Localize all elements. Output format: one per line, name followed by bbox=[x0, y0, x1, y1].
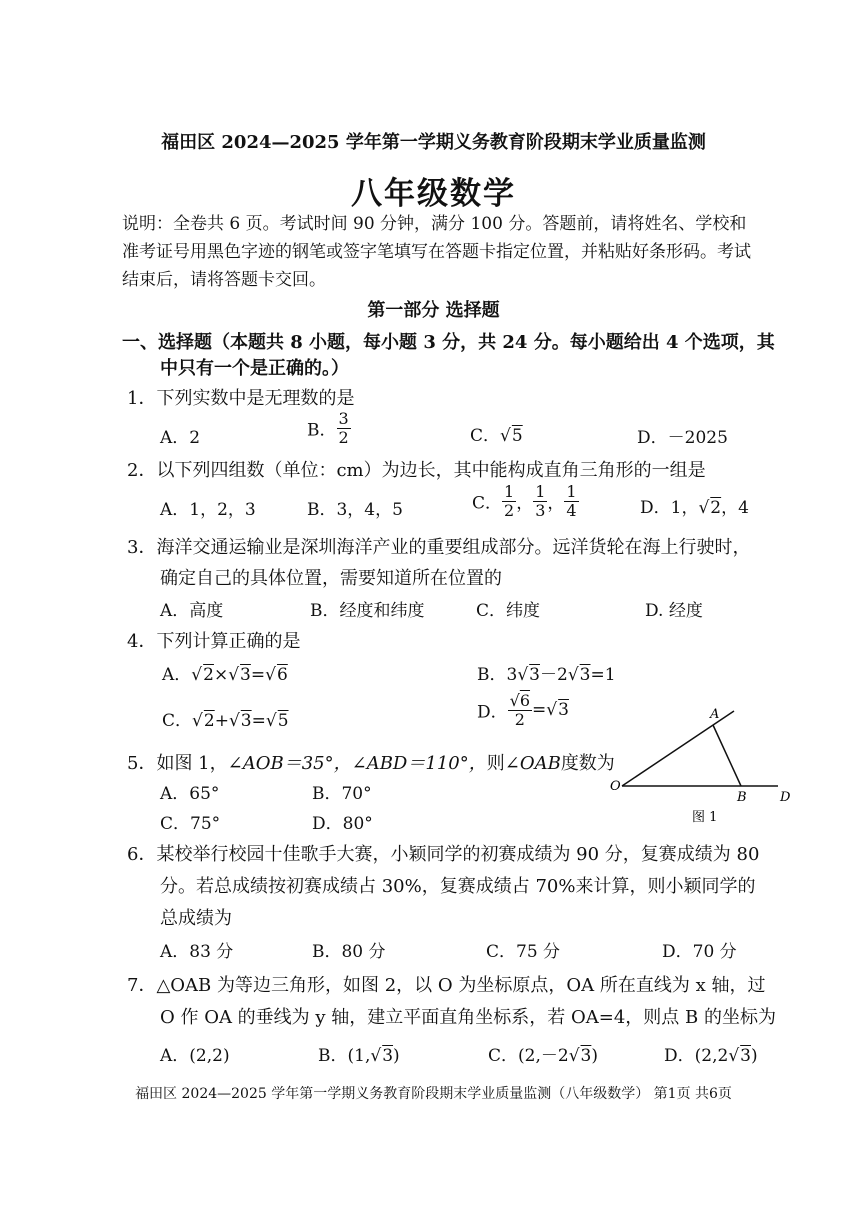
q5-stem-mid: 则 bbox=[486, 753, 505, 774]
coord-suffix: ) bbox=[393, 1046, 400, 1066]
fraction-denominator: 2 bbox=[514, 709, 525, 729]
q5-stem-prefix: 5．如图 1， bbox=[127, 753, 228, 774]
q5-option-b: B．70° bbox=[312, 784, 372, 804]
q6-option-a: A．83 分 bbox=[160, 942, 234, 962]
q7-option-b bbox=[318, 1041, 400, 1066]
radicand: 2 bbox=[710, 498, 722, 518]
fraction-denominator: 2 bbox=[504, 500, 515, 520]
point-a-label: A bbox=[710, 707, 720, 722]
section-heading: 一、选择题（本题共 8 小题，每小题 3 分，共 24 分。每小题给出 4 个选项，其 bbox=[122, 332, 775, 353]
section-heading-cont: 中只有一个是正确的。） bbox=[160, 358, 349, 379]
q6-option-c: C．75 分 bbox=[486, 942, 561, 962]
q4-option-a bbox=[162, 660, 288, 685]
point-b-label: B bbox=[737, 790, 747, 805]
q4-fraction bbox=[508, 692, 532, 728]
q2-option-b: B．3，4，5 bbox=[307, 500, 403, 520]
q7-option-c bbox=[488, 1041, 598, 1066]
q4-option-a-label: A． bbox=[162, 665, 192, 685]
sqrt-expression: √5 bbox=[265, 711, 289, 731]
part-title: 第一部分 选择题 bbox=[367, 300, 500, 321]
q2-option-c-label: C． bbox=[472, 493, 503, 514]
q4-option-c bbox=[162, 706, 289, 731]
radicand: 6 bbox=[276, 665, 288, 685]
fraction-numerator: √6 bbox=[509, 691, 531, 710]
radicand: 3 bbox=[382, 1046, 394, 1066]
radicand: 3 bbox=[529, 665, 540, 685]
question-7-stem: 7．△OAB 为等边三角形，如图 2，以 O 为坐标原点，OA 所在直线为 x 轴，过 bbox=[127, 975, 766, 996]
question-7-stem-cont: O 作 OA 的垂线为 y 轴，建立平面直角坐标系，若 OA=4，则点 B 的坐标为 bbox=[160, 1007, 776, 1028]
radicand: 5 bbox=[277, 711, 289, 731]
q7-option-d-label: D． bbox=[664, 1046, 695, 1066]
sqrt-expression: √3 bbox=[728, 1046, 751, 1066]
sqrt-expression: √6 bbox=[265, 665, 288, 685]
sqrt-expression: √2 bbox=[192, 711, 215, 731]
segment-ab bbox=[713, 725, 741, 786]
sqrt-expression: √5 bbox=[500, 426, 523, 446]
question-6-stem-cont2: 总成绩为 bbox=[160, 908, 232, 929]
q2-option-a: A．1，2，3 bbox=[160, 500, 256, 520]
q5-option-d: D．80° bbox=[312, 814, 373, 834]
fraction-denominator: 4 bbox=[566, 500, 577, 520]
coord-suffix: ) bbox=[750, 1046, 758, 1066]
result: =1 bbox=[590, 665, 616, 685]
q2-fraction-2 bbox=[533, 483, 547, 519]
angle-aob: ∠AOB＝35°， bbox=[227, 753, 352, 774]
point-d-label: D bbox=[780, 790, 791, 805]
q2-fraction-3 bbox=[564, 483, 578, 519]
point-o-label: O bbox=[610, 779, 621, 794]
q1-fraction bbox=[337, 410, 351, 446]
coefficient: －2 bbox=[540, 665, 568, 685]
q2-fraction-1 bbox=[502, 483, 516, 519]
ray-oa bbox=[622, 711, 734, 786]
fraction-numerator: 1 bbox=[504, 482, 515, 501]
exam-instructions: 说明：全卷共 6 页。考试时间 90 分钟，满分 100 分。答题前，请将姓名、学校和准考证号用黑色字迹的钢笔或签字笔填写在答题卡指定位置，并粘贴好条形码。考试结束后，请将答题卡交回。 bbox=[122, 214, 751, 290]
question-6-stem-cont: 分。若总成绩按初赛成绩占 30%，复赛成绩占 70%来计算，则小颖同学的 bbox=[160, 876, 756, 897]
radicand: 5 bbox=[511, 426, 523, 446]
q7-option-d bbox=[664, 1041, 758, 1066]
q1-option-d: D．－2025 bbox=[637, 428, 728, 448]
coord-suffix: ) bbox=[591, 1046, 598, 1066]
q6-option-d: D．70 分 bbox=[662, 942, 737, 962]
fraction-denominator: 3 bbox=[535, 500, 546, 520]
angle-oab: ∠OAB bbox=[504, 753, 561, 774]
page-footer: 福田区 2024—2025 学年第一学期义务教育阶段期末学业质量监测（八年级数学） 第1页 共6页 bbox=[135, 1086, 732, 1102]
sqrt-expression: √2 bbox=[191, 665, 214, 685]
question-1-stem: 1．下列实数中是无理数的是 bbox=[127, 388, 355, 409]
figure-1 bbox=[600, 700, 810, 830]
q3-option-b: B．经度和纬度 bbox=[310, 601, 425, 621]
q1-option-b bbox=[307, 410, 351, 446]
q7-option-c-label: C． bbox=[488, 1046, 519, 1066]
fraction-numerator: 1 bbox=[535, 482, 546, 501]
radicand: 6 bbox=[519, 691, 531, 710]
question-5-stem bbox=[127, 749, 615, 775]
coord-prefix: (1, bbox=[347, 1046, 371, 1066]
sqrt-expression: √3 bbox=[567, 665, 591, 685]
q2-option-d-label: D．1， bbox=[640, 498, 699, 518]
radicand: 3 bbox=[740, 1046, 751, 1066]
figure-caption: 图 1 bbox=[692, 810, 718, 825]
angle-abd: ∠ABD＝110°， bbox=[351, 753, 487, 774]
operator: + bbox=[214, 711, 229, 731]
coord-prefix: (2,－2 bbox=[518, 1046, 569, 1066]
q4-option-b bbox=[477, 660, 616, 685]
fraction-denominator: 2 bbox=[338, 427, 349, 447]
q1-option-c-label: C． bbox=[470, 426, 501, 446]
radicand: 2 bbox=[203, 665, 214, 685]
radicand: 3 bbox=[240, 711, 252, 731]
q5-option-c: C．75° bbox=[160, 814, 221, 834]
q7-option-b-label: B． bbox=[318, 1046, 348, 1066]
sqrt-expression: √3 bbox=[546, 700, 569, 721]
question-3-stem: 3．海洋交通运输业是深圳海洋产业的重要组成部分。远洋货轮在海上行驶时， bbox=[127, 537, 751, 558]
sqrt-expression: √3 bbox=[228, 711, 252, 731]
operator: = bbox=[532, 700, 547, 721]
operator: = bbox=[251, 711, 266, 731]
q4-option-b-label: B． bbox=[477, 665, 507, 685]
q1-option-a: A．2 bbox=[160, 428, 201, 448]
question-2-stem: 2．以下列四组数（单位：cm）为边长，其中能构成直角三角形的一组是 bbox=[127, 460, 706, 481]
operator: = bbox=[250, 665, 266, 685]
radicand: 3 bbox=[240, 665, 251, 685]
q5-stem-suffix: 度数为 bbox=[560, 753, 615, 774]
q2-option-d bbox=[640, 493, 749, 518]
q4-option-c-label: C． bbox=[162, 711, 193, 731]
q3-option-a: A．高度 bbox=[160, 601, 224, 621]
sqrt-expression: √3 bbox=[370, 1046, 394, 1066]
sqrt-expression: √3 bbox=[228, 665, 251, 685]
q4-option-d bbox=[477, 692, 569, 728]
q2-option-c: C． $\frac{1}{2}$ ， $\frac{1}{3}$ ， $\frac{1}{4}$ bbox=[472, 482, 577, 520]
sqrt-expression: √3 bbox=[568, 1046, 592, 1066]
coord-prefix: (2,2 bbox=[694, 1046, 729, 1066]
q1-option-c bbox=[470, 421, 523, 446]
q6-option-b: B．80 分 bbox=[312, 942, 386, 962]
page-title: 八年级数学 bbox=[351, 176, 516, 212]
q4-option-d-label: D． bbox=[477, 702, 508, 723]
sqrt-expression: √3 bbox=[517, 665, 540, 685]
radicand: 3 bbox=[558, 700, 569, 721]
q5-option-a: A．65° bbox=[160, 784, 220, 804]
radicand: 2 bbox=[203, 711, 215, 731]
sqrt-expression: √2 bbox=[698, 498, 722, 518]
q3-option-d: D. 经度 bbox=[645, 601, 703, 621]
q3-option-c: C．纬度 bbox=[476, 601, 541, 621]
q7-option-a: A．(2,2) bbox=[160, 1046, 230, 1066]
fraction-numerator: 1 bbox=[566, 482, 577, 501]
operator: × bbox=[213, 665, 229, 685]
exam-header: 福田区 2024—2025 学年第一学期义务教育阶段期末学业质量监测 bbox=[161, 132, 706, 153]
question-3-stem-cont: 确定自己的具体位置，需要知道所在位置的 bbox=[160, 568, 502, 589]
radicand: 3 bbox=[580, 1046, 592, 1066]
question-6-stem: 6．某校举行校园十佳歌手大赛，小颖同学的初赛成绩为 90 分，复赛成绩为 80 bbox=[127, 844, 760, 865]
q1-option-b-label: B． bbox=[307, 420, 337, 441]
question-4-stem: 4．下列计算正确的是 bbox=[127, 631, 301, 652]
q2-option-d-tail: ，4 bbox=[721, 498, 749, 518]
fraction-numerator: 3 bbox=[338, 409, 349, 428]
coefficient: 3 bbox=[506, 665, 518, 685]
radicand: 3 bbox=[579, 665, 591, 685]
